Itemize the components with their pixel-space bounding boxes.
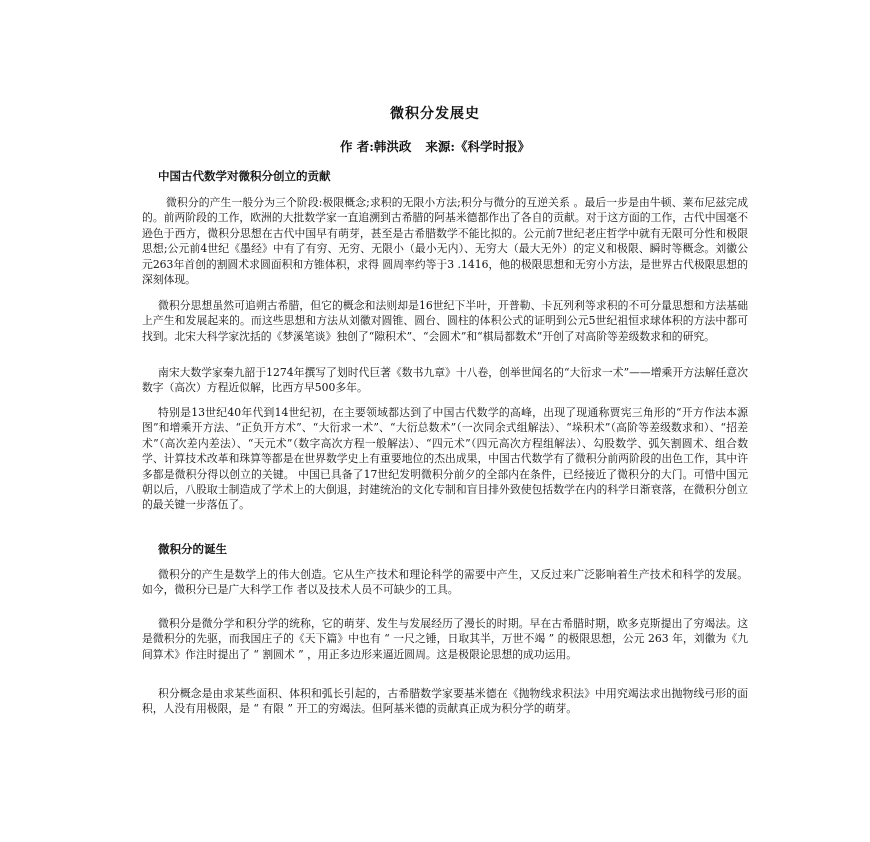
paragraph-great-creation: 微积分的产生是数学上的伟大创造。它从生产技术和理论科学的需要中产生，又反过来广泛影响着生产技术和科学的发展。如今，微积分已是广大科学工作 者以及技术人员不可缺少的工具。 [142,568,748,597]
author-line: 作 者:韩洪政 [339,139,412,154]
section-heading-chinese-contribution: 中国古代数学对微积分创立的贡献 [158,169,331,183]
paragraph-13th-century-peak: 特别是13世纪40年代到14世纪初，在主要领域都达到了中国古代数学的高峰，出现了现通称贾宪三角形的“开方作法本源图”和增乘开方法、“正负开方术”、“大衍求一术”、“大衍总数术”（一次同余式组解法）、“垛积术”（高阶等差级数求和）、“招差术”（高次差内差法）、“天元术”（数字高次方程一般解法）、“四元术”（四元高次方程组解法）、勾股数学、弧矢割圆术、组合数学、计算技术改革和珠算等都是在世界数学史上有重要地位的杰出成果，中国古代数学有了微积分前两阶段的出色工作，其中许多都是微积分得以创立的关键。 中国已具备了17世纪发明微积分前夕的全部内在条件，已经接近了微积分的大门。可惜中国元朝以后，八股取士制造成了学术上的大倒退，封建统治的文化专制和盲目排外致使包括数学在内的科学日渐衰落，在微积分创立的最关键一步落伍了。 [142,406,748,512]
source-line: 来源:《科学时报》 [425,139,531,154]
paragraph-integral-concept: 积分概念是由求某些面积、体积和弧长引起的，古希腊数学家要基米德在《抛物线求积法》中用究竭法求出抛物线弓形的面积，人没有用极限，是 “ 有限 ” 开工的穷竭法。但阿基米德的贡献真正成为积分学的萌芽。 [142,687,748,716]
section-heading-birth-of-calculus: 微积分的诞生 [158,542,227,556]
document-title: 微积分发展史 [390,106,480,122]
document-byline [0,137,870,155]
paragraph-qin-jiushao: 南宋大数学家秦九韶于1274年撰写了划时代巨著《数书九章》十八卷，创举世闻名的“大衍求一术”——增乘开方法解任意次数字（高次）方程近似解，比西方早500多年。 [142,366,748,395]
paragraph-stages-of-calculus: 微积分的产生一般分为三个阶段:极限概念;求积的无限小方法;积分与微分的互逆关系 。最后一步是由牛顿、莱布尼兹完成的。前两阶段的工作，欧洲的大批数学家一直追溯到古希腊的阿基米德都作出了各自的贡献。对于这方面的工作，古代中国毫不逊色于西方，微积分思想在古代中国早有萌芽，甚至是古希腊数学不能比拟的。公元前7世纪老庄哲学中就有无限可分性和极限思想;公元前4世纪《墨经》中有了有穷、无穷、无限小（最小无内）、无穷大（最大无外）的定义和极限、瞬时等概念。刘徽公元263年首创的割圆术求圆面积和方锥体积，求得 圆周率约等于3 .1416，他的极限思想和无穷小方法，是世界古代极限思想的深刻体现。 [142,196,748,287]
paragraph-origins-of-ideas: 微积分思想虽然可追朔古希腊，但它的概念和法则却是16世纪下半叶，开普勒、卡瓦列利等求积的不可分量思想和方法基础上产生和发展起来的。而这些思想和方法从刘徽对圆锥、圆台、圆柱的体积公式的证明到公元5世纪祖恒求球体积的方法中都可找到。北宋大科学家沈括的《梦溪笔谈》独创了“隙积术”、“会圆术”和“棋局都数术”开创了对高阶等差级数求和的研究。 [142,299,748,343]
paragraph-differential-and-integral: 微积分是微分学和积分学的统称，它的萌芽、发生与发展经历了漫长的时期。早在古希腊时期，欧多克斯提出了穷竭法。这是微积分的先驱，而我国庄子的《天下篇》中也有 “ 一尺之锤，日取其半，万世不竭 ” 的极限思想，公元 263 年，刘徽为《九间算术》作注时提出了 “ 割圆术 ” ，用正多边形来逼近圆周。这是极限论思想的成功运用。 [142,617,748,661]
